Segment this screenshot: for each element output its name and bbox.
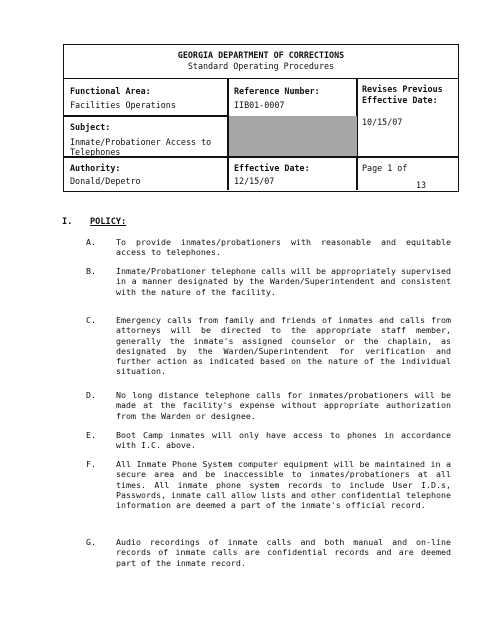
revises-label: Revises Previous Effective Date: bbox=[362, 84, 443, 105]
item-letter: G. bbox=[86, 537, 96, 547]
section-number: I. bbox=[62, 217, 73, 227]
item-letter: C. bbox=[86, 315, 96, 325]
page-cell bbox=[357, 159, 459, 190]
revises-value: 10/15/07 bbox=[362, 117, 403, 127]
header-table bbox=[63, 44, 459, 192]
policy-heading bbox=[62, 217, 126, 227]
item-text: To provide inmates/probationers with reasonable and equitable access to telephones. bbox=[116, 237, 451, 258]
authority-label: Authority: bbox=[70, 163, 121, 173]
section-title: POLICY: bbox=[90, 217, 127, 227]
item-letter: B. bbox=[86, 266, 96, 276]
subject-label: Subject: bbox=[70, 122, 111, 132]
item-letter: D. bbox=[86, 390, 96, 400]
effective-label: Effective Date: bbox=[234, 163, 310, 173]
functional-area-cell bbox=[64, 82, 227, 110]
item-text: Boot Camp inmates will only have access to phones in accordance with I.C. above. bbox=[116, 430, 451, 451]
item-text: Inmate/Probationer telephone calls will be appropriately supervised in a manner designated by the Warden/Superintendent and consistent with the nature of the facility. bbox=[116, 266, 451, 297]
header-title-block bbox=[64, 45, 458, 79]
page-total: 13 bbox=[416, 179, 427, 190]
item-letter: E. bbox=[86, 430, 96, 440]
item-text: No long distance telephone calls for inmates/probationers will be made at the facility's expense without appropriate authorization from the Warden or designee. bbox=[116, 390, 451, 421]
item-text: All Inmate Phone System computer equipment will be maintained in a secure area and be inaccessible to inmates/probationers at all times. All inmate phone system records to include User I.D.s, Passwords, inmate call allow lists and other confidential telephone information are deemed a part of the inmate's official record. bbox=[116, 459, 451, 511]
item-text: Emergency calls from family and friends of inmates and calls from attorneys will be directed to the appropriate staff member, generally the inmate's assigned counselor or the chaplain, as designated by the Warden/Superintendent for verification and further action as indicated based on the nature of the individual situation. bbox=[116, 315, 451, 377]
grid-line bbox=[64, 115, 228, 117]
revises-cell bbox=[357, 80, 459, 128]
item-letter: F. bbox=[86, 459, 96, 469]
subject-cell bbox=[64, 118, 227, 158]
page-text: Page 1 of bbox=[362, 163, 408, 173]
effective-value: 12/15/07 bbox=[234, 175, 275, 186]
functional-area-value: Facilities Operations bbox=[70, 99, 176, 110]
shaded-cell bbox=[229, 116, 357, 156]
doc-type: Standard Operating Procedures bbox=[187, 61, 335, 71]
authority-value: Donald/Depetro bbox=[70, 175, 141, 186]
subject-value: Inmate/Probationer Access to Telephones bbox=[70, 136, 212, 157]
item-letter: A. bbox=[86, 237, 96, 247]
reference-cell bbox=[228, 82, 356, 110]
authority-cell bbox=[64, 159, 227, 186]
item-text: Audio recordings of inmate calls and both manual and on-line records of inmate calls are confidential records and are deemed part of the inmate record. bbox=[116, 537, 451, 568]
functional-area-label: Functional Area: bbox=[70, 86, 151, 96]
reference-label: Reference Number: bbox=[234, 86, 320, 96]
effective-cell bbox=[228, 159, 356, 186]
org-name: GEORGIA DEPARTMENT OF CORRECTIONS bbox=[177, 50, 345, 60]
reference-value: IIB01-0007 bbox=[234, 99, 285, 110]
